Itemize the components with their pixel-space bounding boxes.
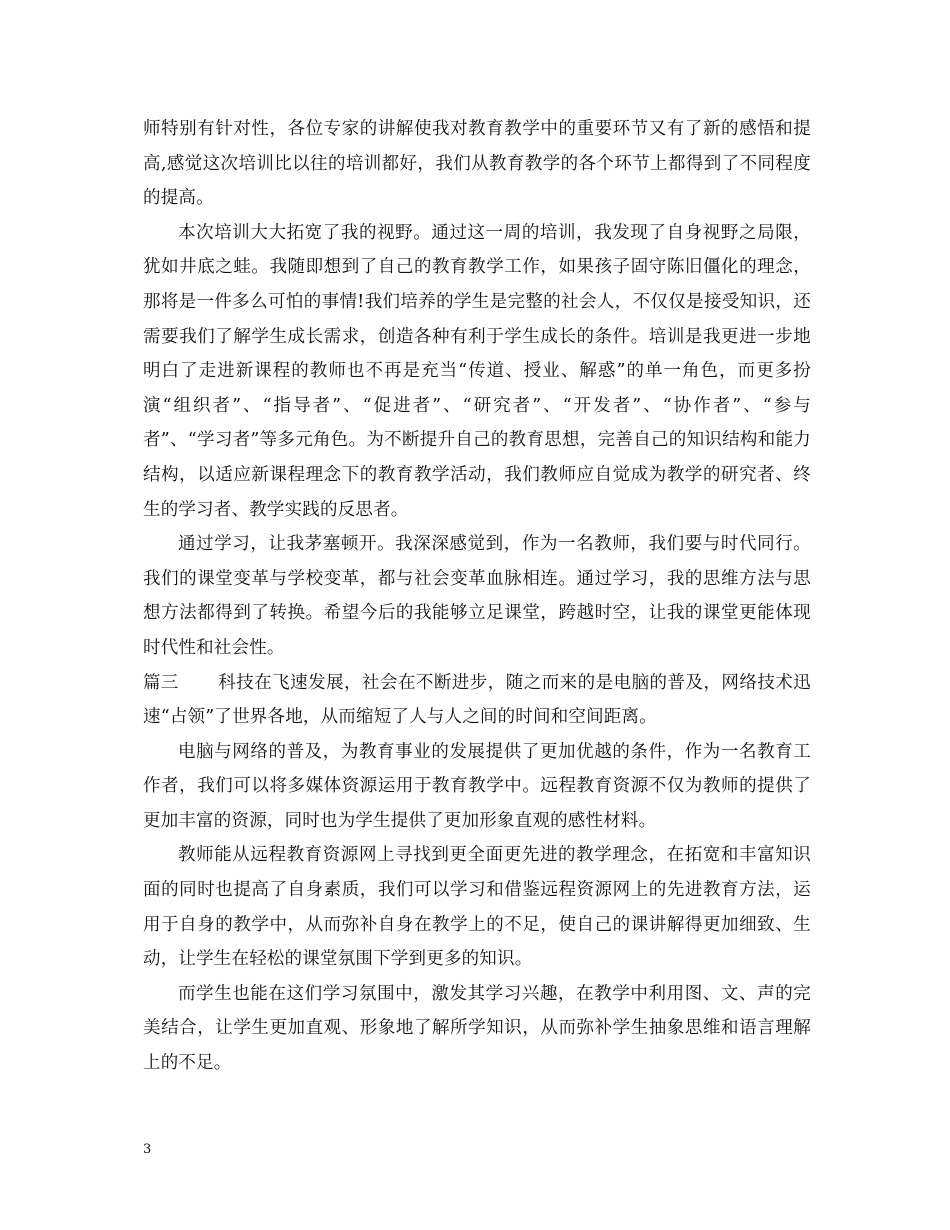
paragraph-2: 本次培训大大拓宽了我的视野。通过这一周的培训，我发现了自身视野之局限，犹如井底之蛙。我随即想到了自己的教育教学工作，如果孩子固守陈旧僵化的理念，那将是一件多么可怕的事情!我们培养的学生是完整的社会人，不仅仅是接受知识，还需要我们了解学生成长需求，创造各种有利于学生成长的条件。培训是我更进一步地明白了走进新课程的教师也不再是充当“传道、授业、解惑”的单一角色，而更多扮演“组织者”、“指导者”、“促进者”、“研究者”、“开发者”、“协作者”、“参与者”、“学习者”等多元角色。为不断提升自己的教育思想，完善自己的知识结构和能力结构，以适应新课程理念下的教育教学活动，我们教师应自觉成为教学的研究者、终生的学习者、教学实践的反思者。 <box>143 222 811 520</box>
paragraph-1: 师特别有针对性，各位专家的讲解使我对教育教学中的重要环节又有了新的感悟和提高,感觉这次培训比以往的培训都好，我们从教育教学的各个环节上都得到了不同程度的提高。 <box>143 119 811 209</box>
page-number: 3 <box>143 1142 152 1157</box>
paragraph-4-text: 科技在飞速发展，社会在不断进步，随之而来的是电脑的普及，网络技术迅速“占领”了世界各地，从而缩短了人与人之间的时间和空间距离。 <box>143 672 811 728</box>
paragraph-7: 而学生也能在这们学习氛围中，激发其学习兴趣，在教学中利用图、文、声的完美结合，让学生更加直观、形象地了解所学知识，从而弥补学生抽象思维和语言理解上的不足。 <box>143 983 811 1074</box>
section-label: 篇三 <box>143 672 179 693</box>
paragraph-6: 教师能从远程教育资源网上寻找到更全面更先进的教学理念，在拓宽和丰富知识面的同时也提高了自身素质，我们可以学习和借鉴远程资源网上的先进教育方法，运用于自身的教学中，从而弥补自身在教学上的不足，使自己的课讲解得更加细致、生动，让学生在轻松的课堂氛围下学到更多的知识。 <box>143 845 811 970</box>
paragraph-3: 通过学习，让我茅塞顿开。我深深感觉到，作为一名教师，我们要与时代同行。我们的课堂变革与学校变革，都与社会变革血脉相连。通过学习，我的思维方法与思想方法都得到了转换。希望今后的我能够立足课堂，跨越时空，让我的课堂更能体现时代性和社会性。 <box>143 534 811 658</box>
paragraph-5: 电脑与网络的普及，为教育事业的发展提供了更加优越的条件，作为一名教育工作者，我们可以将多媒体资源运用于教育教学中。远程教育资源不仅为教师的提供了更加丰富的资源，同时也为学生提供了更加形象直观的感性材料。 <box>143 741 811 831</box>
document-body <box>143 112 811 1081</box>
paragraph-4 <box>143 666 811 735</box>
